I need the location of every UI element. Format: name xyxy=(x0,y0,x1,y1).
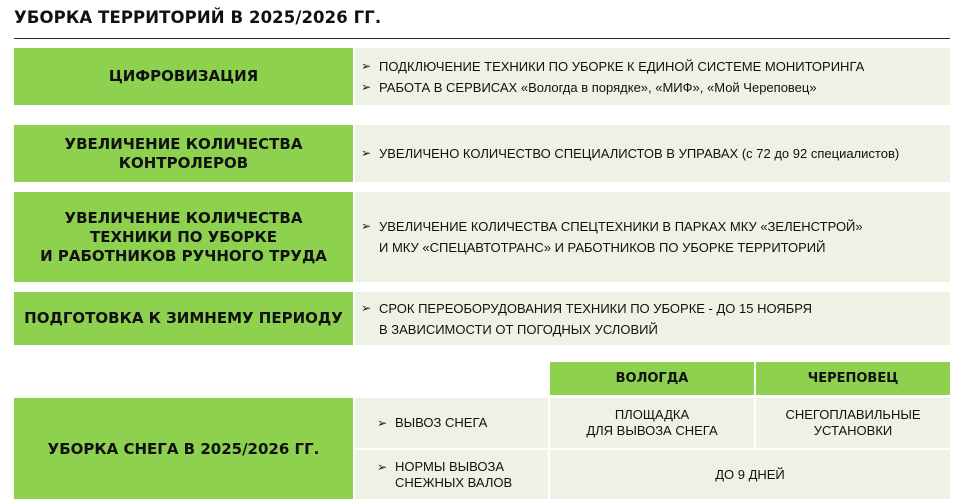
snow-row-removal-label xyxy=(355,398,548,448)
row-body-digitalization xyxy=(355,48,950,105)
bullet-item xyxy=(361,56,944,77)
column-header-cherepovets: ЧЕРЕПОВЕЦ xyxy=(756,362,950,395)
row-body-equipment xyxy=(355,192,950,282)
bullet-text: РАБОТА В СЕРВИСАХ «Вологда в порядке», «МИФ», «Мой Череповец» xyxy=(379,79,817,95)
row-label-text: ПОДГОТОВКА К ЗИМНЕМУ ПЕРИОДУ xyxy=(24,309,343,327)
bullet-item xyxy=(361,77,944,98)
bullet-arrow-icon: ➢ xyxy=(361,58,372,73)
snow-removal-label-text: УБОРКА СНЕГА В 2025/2026 ГГ. xyxy=(47,439,320,458)
row-label-controllers xyxy=(14,125,353,182)
row-label-text: УВЕЛИЧЕНИЕ КОЛИЧЕСТВА xyxy=(64,134,303,153)
bullet-arrow-icon: ➢ xyxy=(377,459,388,474)
snow-row-label-text: СНЕЖНЫХ ВАЛОВ xyxy=(395,474,513,490)
bullet-item xyxy=(361,298,944,319)
bullet-item xyxy=(361,216,944,237)
bullet-arrow-icon: ➢ xyxy=(361,146,372,160)
bullet-continuation: В ЗАВИСИМОСТИ ОТ ПОГОДНЫХ УСЛОВИЙ xyxy=(379,321,658,337)
cell-text: ДЛЯ ВЫВОЗА СНЕГА xyxy=(586,423,718,438)
bullet-continuation: И МКУ «СПЕЦАВТОТРАНС» И РАБОТНИКОВ ПО УБОРКЕ ТЕРРИТОРИЙ xyxy=(379,240,826,255)
bullet-arrow-icon: ➢ xyxy=(377,416,388,430)
title-divider xyxy=(14,38,950,39)
bullet-arrow-icon: ➢ xyxy=(361,300,372,315)
column-header-vologda: ВОЛОГДА xyxy=(550,362,754,395)
row-label-text: И РАБОТНИКОВ РУЧНОГО ТРУДА xyxy=(40,246,327,265)
row-body-winter-prep xyxy=(355,292,950,345)
bullet-arrow-icon: ➢ xyxy=(361,219,372,233)
bullet-item xyxy=(361,143,944,164)
snow-row-norms-label xyxy=(355,450,548,499)
row-label-equipment xyxy=(14,192,353,282)
snow-row-removal-cherepovets xyxy=(756,398,950,448)
row-label-digitalization xyxy=(14,48,353,105)
snow-row-label-text: ВЫВОЗ СНЕГА xyxy=(395,415,488,430)
cell-text: СНЕГОПЛАВИЛЬНЫЕ xyxy=(785,407,921,422)
row-label-text: ЦИФРОВИЗАЦИЯ xyxy=(108,67,259,85)
snow-removal-label xyxy=(14,398,353,499)
cell-text: ДО 9 ДНЕЙ xyxy=(715,466,785,482)
bullet-text: УВЕЛИЧЕНО КОЛИЧЕСТВО СПЕЦИАЛИСТОВ В УПРАВАХ (с 72 до 92 специалистов) xyxy=(379,146,900,161)
bullet-text: УВЕЛИЧЕНИЕ КОЛИЧЕСТВА СПЕЦТЕХНИКИ В ПАРКАХ МКУ «ЗЕЛЕНСТРОЙ» xyxy=(379,219,863,234)
bullet-arrow-icon: ➢ xyxy=(361,79,372,94)
row-label-text: ТЕХНИКИ ПО УБОРКЕ xyxy=(90,227,277,246)
cell-text: УСТАНОВКИ xyxy=(813,423,893,438)
row-label-text: КОНТРОЛЕРОВ xyxy=(118,153,249,172)
row-body-controllers xyxy=(355,125,950,182)
cell-text: ПЛОЩАДКА xyxy=(614,407,690,422)
bullet-text: СРОК ПЕРЕОБОРУДОВАНИЯ ТЕХНИКИ ПО УБОРКЕ - ДО 15 НОЯБРЯ xyxy=(379,300,812,316)
snow-row-removal-vologda xyxy=(550,398,754,448)
page-title: УБОРКА ТЕРРИТОРИЙ В 2025/2026 ГГ. xyxy=(14,8,382,27)
bullet-text: ПОДКЛЮЧЕНИЕ ТЕХНИКИ ПО УБОРКЕ К ЕДИНОЙ СИСТЕМЕ МОНИТОРИНГА xyxy=(379,58,865,74)
row-label-winter-prep xyxy=(14,292,353,345)
snow-row-norms-value xyxy=(550,450,950,499)
snow-row-label-text: НОРМЫ ВЫВОЗА xyxy=(395,458,505,474)
row-label-text: УВЕЛИЧЕНИЕ КОЛИЧЕСТВА xyxy=(64,208,303,227)
